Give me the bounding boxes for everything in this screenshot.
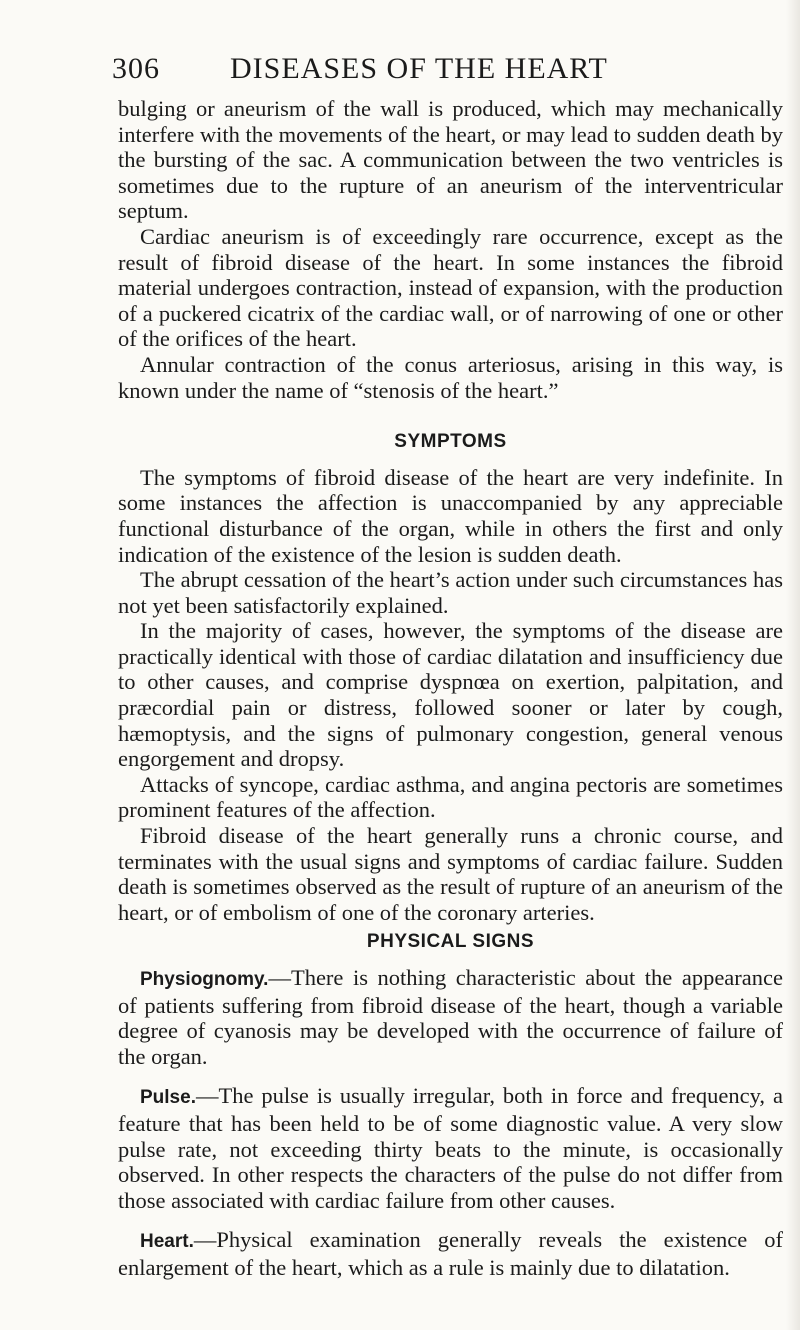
running-head: DISEASES OF THE HEART (230, 52, 608, 85)
body-text (118, 96, 783, 1281)
paragraph: Cardiac aneurism is of exceedingly rare occurrence, except as the result of fibroid disease of the heart. In some instances the fibroid material undergoes contraction, instead of expansion, with the production of a puckered cicatrix of the cardiac wall, or of narrowing of one or other of the orifices of the heart. (118, 223, 783, 352)
paragraph-heart (118, 1227, 783, 1280)
page-edge-shadow (786, 0, 800, 1330)
paragraph: Annular contraction of the conus arteriosus, arising in this way, is known under the name of “stenosis of the heart.” (118, 351, 783, 403)
section-heading-symptoms: SYMPTOMS (394, 431, 507, 453)
paragraph: Attacks of syncope, cardiac asthma, and angina pectoris are sometimes prominent features of the affection. (118, 771, 783, 823)
heart-text: —Physical examination generally reveals the existence of enlargement of the heart, which as a rule is mainly due to dilatation. (118, 1227, 783, 1280)
physiognomy-text: —There is nothing characteristic about the appearance of patients suffering from fibroid disease of the heart, though a variable degree of cyanosis may be developed with the occurrence of failure of the organ. (118, 965, 783, 1069)
pulse-text: —The pulse is usually irregular, both in force and frequency, a feature that has been held to be of some diagnostic value. A very slow pulse rate, not exceeding thirty beats to the minute, is occasionally observed. In other respects the characters of the pulse do not differ from those associated with cardiac failure from other causes. (118, 1083, 783, 1213)
page-header (112, 52, 783, 96)
term-heart: Heart. (140, 1231, 194, 1253)
section-heading-physical-signs: PHYSICAL SIGNS (366, 931, 535, 953)
paragraph: The symptoms of fibroid disease of the heart are very indefinite. In some instances the affection is unaccompanied by any appreciable functional disturbance of the organ, while in others the first and only indication of the existence of the lesion is sudden death. (118, 464, 783, 567)
paragraph: The abrupt cessation of the heart’s action under such circumstances has not yet been satisfactorily explained. (118, 567, 783, 618)
paragraph: bulging or aneurism of the wall is produced, which may mechanically interfere with the movements of the heart, or may lead to sudden death by the bursting of the sac. A communication between the two ventricles is sometimes due to the rupture of an aneurism of the interventricular septum. (118, 96, 783, 224)
paragraph: In the majority of cases, however, the symptoms of the disease are practically identical with those of cardiac dilatation and insufficiency due to other causes, and comprise dyspnœa on exertion, palpitation, and præcordial pain or distress, followed sooner or later by cough, hæmoptysis, and the signs of pulmonary congestion, general venous engorgement and dropsy. (118, 618, 783, 772)
paragraph-physiognomy (118, 965, 783, 1069)
paragraph: Fibroid disease of the heart generally runs a chronic course, and terminates with the usual signs and symptoms of cardiac failure. Sudden death is sometimes observed as the result of rupture of an aneurism of the heart, or of embolism of one of the coronary arteries. (118, 823, 783, 925)
term-pulse: Pulse. (140, 1087, 196, 1109)
page-number: 306 (112, 52, 160, 85)
paragraph-pulse (118, 1083, 783, 1213)
term-physiognomy: Physiognomy. (140, 969, 269, 990)
book-page (112, 52, 783, 1281)
